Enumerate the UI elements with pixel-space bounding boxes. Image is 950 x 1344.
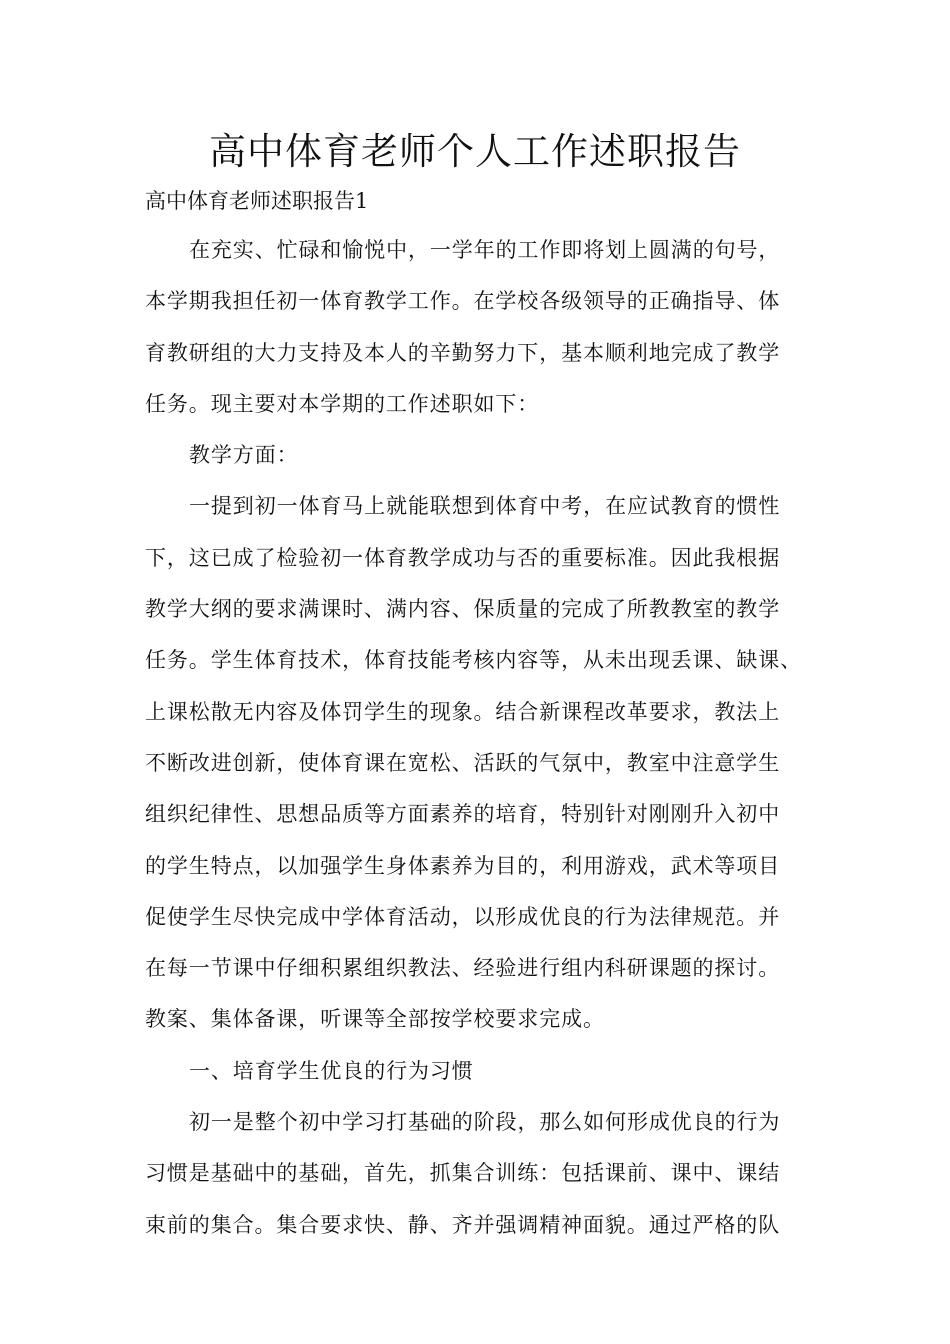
text-line: 习惯是基础中的基础，首先，抓集合训练：包括课前、课中、课结: [145, 1161, 781, 1186]
text-line: 初一是整个初中学习打基础的阶段，那么如何形成优良的行为: [189, 1110, 781, 1135]
document-subtitle: 高中体育老师述职报告1: [145, 189, 369, 213]
text-line: 束前的集合。集合要求快、静、齐并强调精神面貌。通过严格的队: [145, 1212, 781, 1237]
text-line: 组织纪律性、思想品质等方面素养的培育，特别针对刚刚升入初中: [145, 802, 781, 827]
text-line: 育教研组的大力支持及本人的辛勤努力下，基本顺利地完成了教学: [145, 340, 781, 365]
text-line: 促使学生尽快完成中学体育活动，以形成优良的行为法律规范。并: [145, 904, 781, 929]
text-line: 不断改进创新，使体育课在宽松、活跃的气氛中，教室中注意学生: [145, 750, 781, 775]
text-line: 教学大纲的要求满课时、满内容、保质量的完成了所教教室的教学: [145, 597, 781, 622]
text-line: 在每一节课中仔细积累组织教法、经验进行组内科研课题的探讨。: [145, 956, 781, 981]
document-body: [145, 236, 810, 1262]
text-line: 上课松散无内容及体罚学生的现象。结合新课程改革要求，教法上: [145, 699, 781, 724]
text-line: 本学期我担任初一体育教学工作。在学校各级领导的正确指导、体: [145, 289, 781, 314]
document-title: 高中体育老师个人工作述职报告: [209, 130, 741, 173]
text-line: 任务。现主要对本学期的工作述职如下：: [145, 391, 540, 416]
text-line: 的学生特点，以加强学生身体素养为目的，利用游戏，武术等项目: [145, 853, 781, 878]
text-line: 任务。学生体育技术，体育技能考核内容等，从未出现丢课、缺课、: [145, 648, 802, 673]
text-line: 一提到初一体育马上就能联想到体育中考，在应试教育的惯性: [189, 494, 781, 519]
section-heading-habits: 一、培育学生优良的行为习惯: [189, 1058, 474, 1083]
text-line: 教案、集体备课，听课等全部按学校要求完成。: [145, 1007, 605, 1032]
section-heading-teaching: 教学方面：: [189, 443, 299, 468]
text-line: 在充实、忙碌和愉悦中，一学年的工作即将划上圆满的句号，: [189, 238, 781, 262]
text-line: 下，这已成了检验初一体育教学成功与否的重要标准。因此我根据: [145, 545, 781, 570]
